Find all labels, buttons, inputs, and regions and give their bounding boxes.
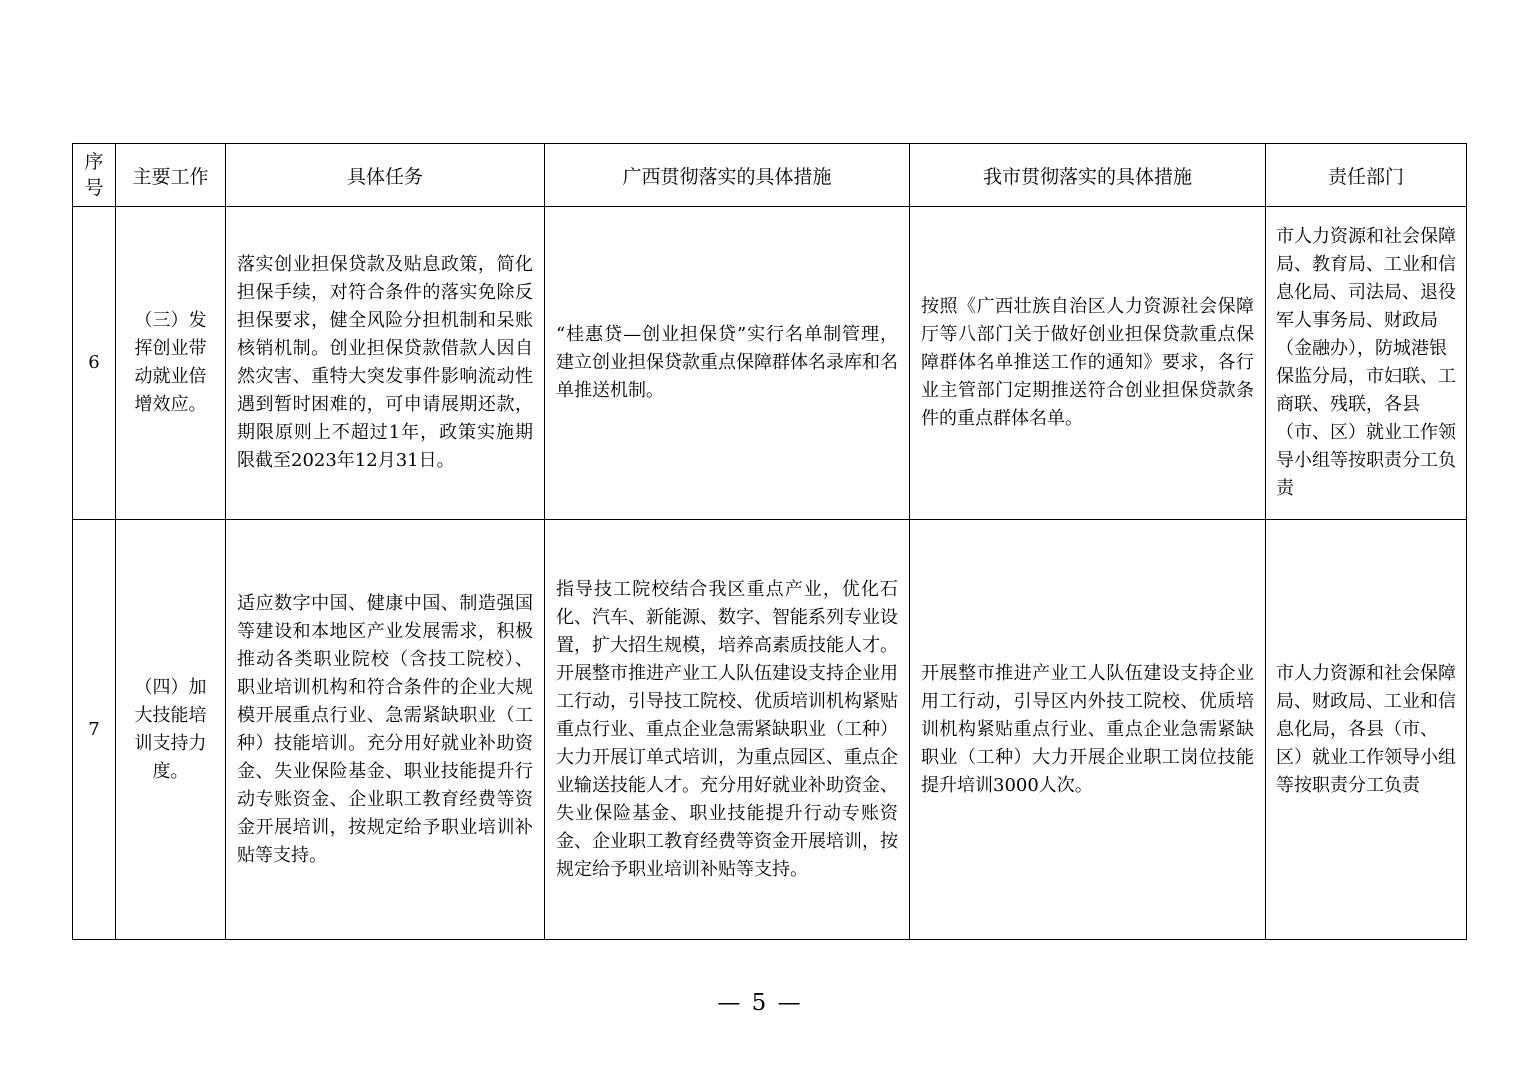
specific-task-text: 落实创业担保贷款及贴息政策，简化担保手续，对符合条件的落实免除反担保要求，健全风险分担机制和呆账核销机制。创业担保贷款借款人因自然灾害、重特大突发事件影响流动性遇到暂时困难的，可申请展期还款，期限原则上不超过1年，政策实施期限截至2023年12月31日。	[237, 254, 533, 471]
header-specific-task: 具体任务	[226, 144, 545, 207]
guangxi-measures-cell	[545, 520, 910, 940]
header-main-work: 主要工作	[116, 144, 226, 207]
specific-task-cell	[226, 520, 545, 940]
page-number: — 5 —	[717, 990, 803, 1016]
specific-task-cell	[226, 207, 545, 520]
table-row	[73, 207, 1467, 520]
table-row	[73, 520, 1467, 940]
row-number: 6	[73, 207, 116, 520]
table-header-row	[73, 144, 1467, 207]
specific-task-text: 适应数字中国、健康中国、制造强国等建设和本地区产业发展需求，积极推动各类职业院校（含技工院校）、职业培训机构和符合条件的企业大规模开展重点行业、急需紧缺职业（工种）技能培训。充分用好就业补助资金、失业保险基金、职业技能提升行动专账资金、企业职工教育经费等资金开展培训，按规定给予职业培训补贴等支持。	[237, 592, 533, 866]
header-guangxi-measures: 广西贯彻落实的具体措施	[545, 144, 910, 207]
header-city-measures: 我市贯彻落实的具体措施	[910, 144, 1266, 207]
responsible-dept-text: 市人力资源和社会保障局、财政局、工业和信息化局，各县（市、区）就业工作领导小组等按职责分工负责	[1276, 662, 1456, 796]
city-measures-cell	[910, 520, 1266, 940]
guangxi-measures-text: 指导技工院校结合我区重点产业，优化石化、汽车、新能源、数字、智能系列专业设置，扩大招生规模，培养高素质技能人才。开展整市推进产业工人队伍建设支持企业用工行动，引导技工院校、优质培训机构紧贴重点行业、重点企业急需紧缺职业（工种）大力开展订单式培训，为重点园区、重点企业输送技能人才。充分用好就业补助资金、失业保险基金、职业技能提升行动专账资金、企业职工教育经费等资金开展培训，按规定给予职业培训补贴等支持。	[556, 578, 898, 880]
responsible-dept-text: 市人力资源和社会保障局、教育局、工业和信息化局、司法局、退役军人事务局、财政局（金融办），防城港银保监分局，市妇联、工商联、残联，各县（市、区）就业工作领导小组等按职责分工负责	[1276, 226, 1456, 499]
city-measures-cell	[910, 207, 1266, 520]
header-seq	[73, 144, 116, 207]
responsible-dept-cell	[1266, 520, 1467, 940]
guangxi-measures-cell	[545, 207, 910, 520]
policy-measures-table	[72, 143, 1467, 940]
main-work-text: （三）发挥创业带动就业倍增效应。	[134, 310, 207, 415]
city-measures-text: 开展整市推进产业工人队伍建设支持企业用工行动，引导区内外技工院校、优质培训机构紧贴重点行业、重点企业急需紧缺职业（工种）大力开展企业职工岗位技能提升培训3000人次。	[921, 662, 1254, 796]
main-work-text: （四）加大技能培训支持力度。	[134, 676, 207, 782]
header-seq-label: 序号	[84, 151, 104, 199]
city-measures-text: 按照《广西壮族自治区人力资源社会保障厅等八部门关于做好创业担保贷款重点保障群体名单推送工作的通知》要求，各行业主管部门定期推送符合创业担保贷款条件的重点群体名单。	[921, 296, 1254, 429]
header-responsible-dept: 责任部门	[1266, 144, 1467, 207]
responsible-dept-cell	[1266, 207, 1467, 520]
row-number: 7	[73, 520, 116, 940]
main-work-cell	[116, 520, 226, 940]
main-work-cell	[116, 207, 226, 520]
guangxi-measures-text: “桂惠贷—创业担保贷”实行名单制管理，建立创业担保贷款重点保障群体名录库和名单推送机制。	[556, 324, 898, 401]
